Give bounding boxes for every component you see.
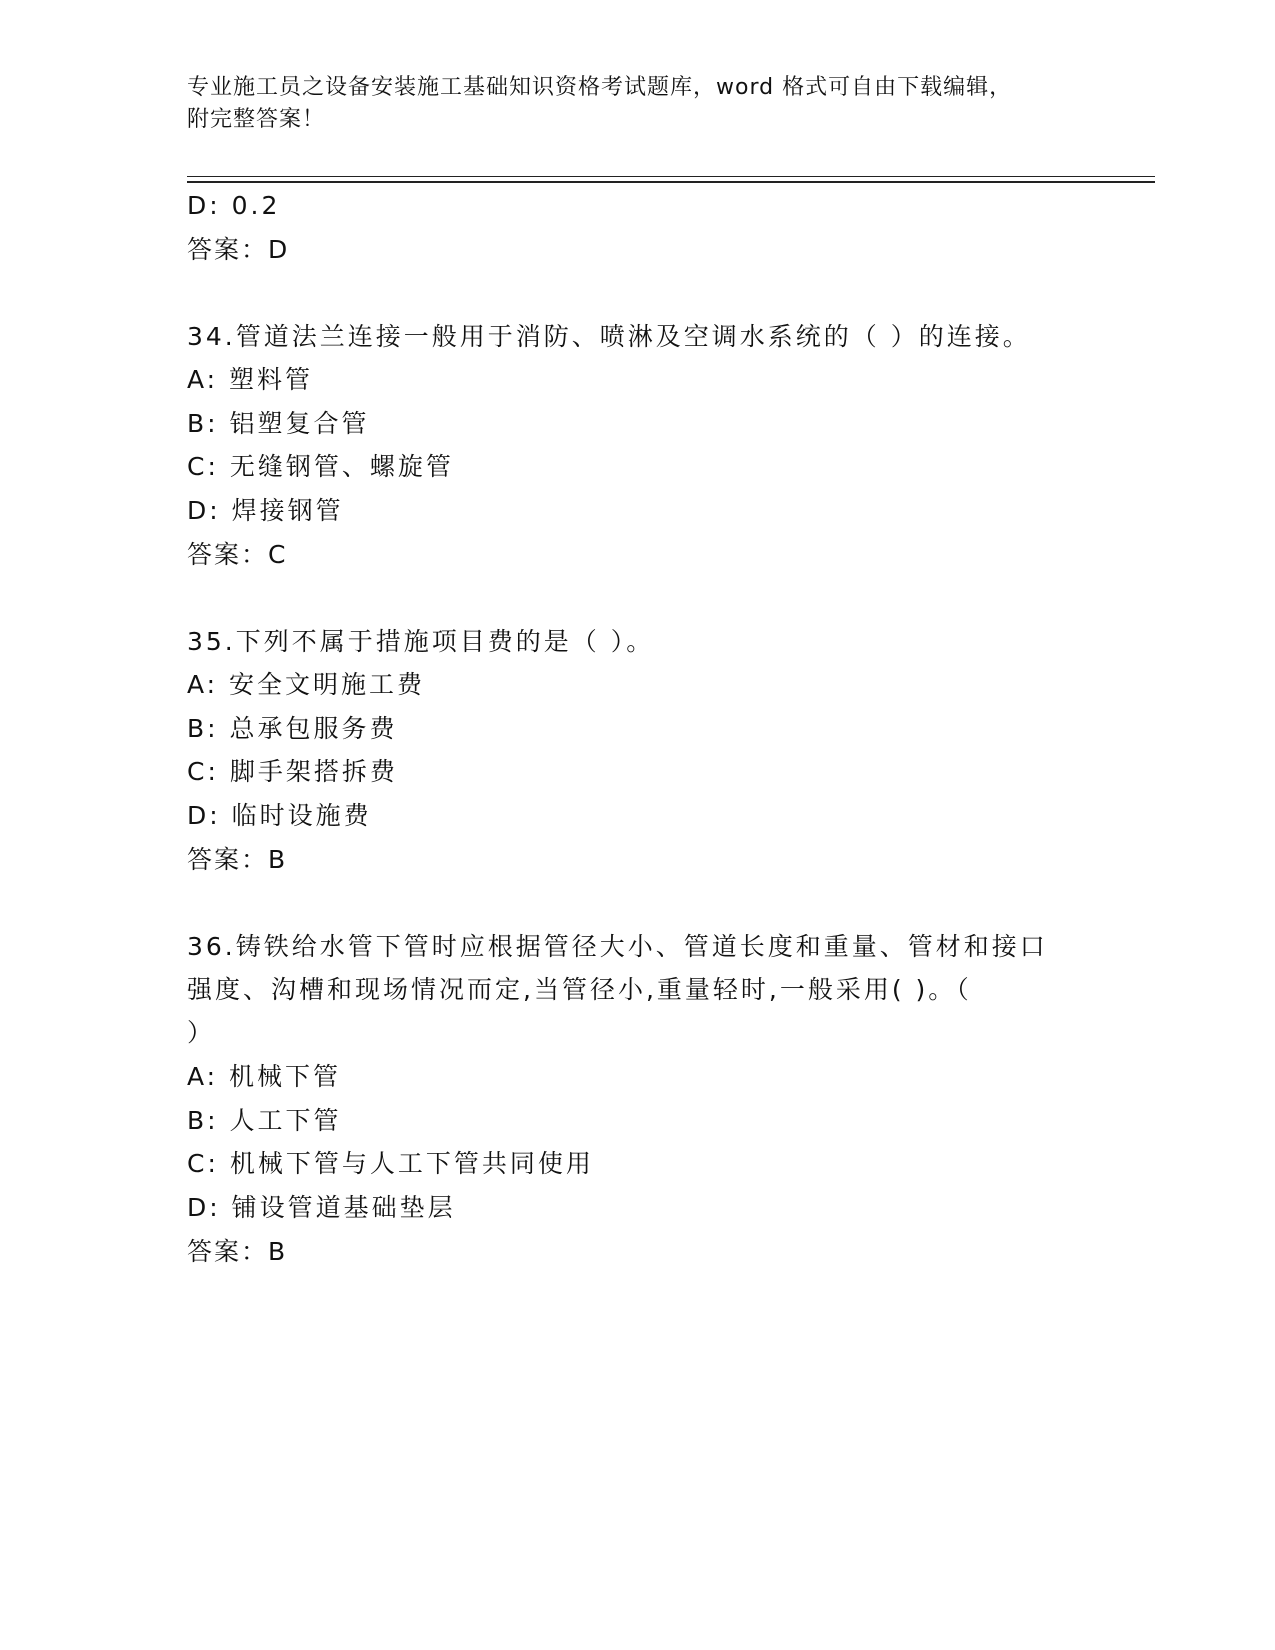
q34-option-d: D: 焊接钢管 bbox=[187, 496, 344, 525]
prev-option-d: D: 0.2 bbox=[187, 191, 281, 220]
q35-option-a: A: 安全文明施工费 bbox=[187, 670, 426, 699]
header-line-1: 专业施工员之设备安装施工基础知识资格考试题库，word 格式可自由下载编辑， bbox=[187, 75, 1013, 100]
q35-option-d: D: 临时设施费 bbox=[187, 801, 372, 830]
q36-stem-line-3: ） bbox=[187, 1018, 216, 1047]
q35-option-b: B: 总承包服务费 bbox=[187, 714, 398, 743]
header-line-2: 附完整答案！ bbox=[187, 107, 326, 132]
q35-stem: 35.下列不属于措施项目费的是（ ）。 bbox=[187, 627, 655, 656]
q34-option-c: C: 无缝钢管、螺旋管 bbox=[187, 452, 454, 481]
header-divider-thin bbox=[187, 176, 1155, 177]
q36-answer: 答案：B bbox=[187, 1237, 288, 1266]
q34-option-b: B: 铝塑复合管 bbox=[187, 409, 370, 438]
q34-option-a: A: 塑料管 bbox=[187, 365, 314, 394]
q35-answer: 答案：B bbox=[187, 845, 288, 874]
q36-option-d: D: 铺设管道基础垫层 bbox=[187, 1193, 456, 1222]
q34-answer: 答案：C bbox=[187, 540, 288, 569]
q36-option-c: C: 机械下管与人工下管共同使用 bbox=[187, 1149, 594, 1178]
q36-stem-line-2: 强度、沟槽和现场情况而定,当管径小,重量轻时,一般采用( )。（ bbox=[187, 975, 972, 1004]
prev-answer: 答案：D bbox=[187, 235, 290, 264]
q35-option-c: C: 脚手架搭拆费 bbox=[187, 757, 398, 786]
q34-stem: 34.管道法兰连接一般用于消防、喷淋及空调水系统的（ ）的连接。 bbox=[187, 322, 1031, 351]
q36-option-a: A: 机械下管 bbox=[187, 1062, 342, 1091]
q36-option-b: B: 人工下管 bbox=[187, 1106, 342, 1135]
q36-stem-line-1: 36.铸铁给水管下管时应根据管径大小、管道长度和重量、管材和接口 bbox=[187, 932, 1048, 961]
document-header bbox=[187, 72, 1087, 136]
header-divider-thick bbox=[187, 181, 1155, 183]
